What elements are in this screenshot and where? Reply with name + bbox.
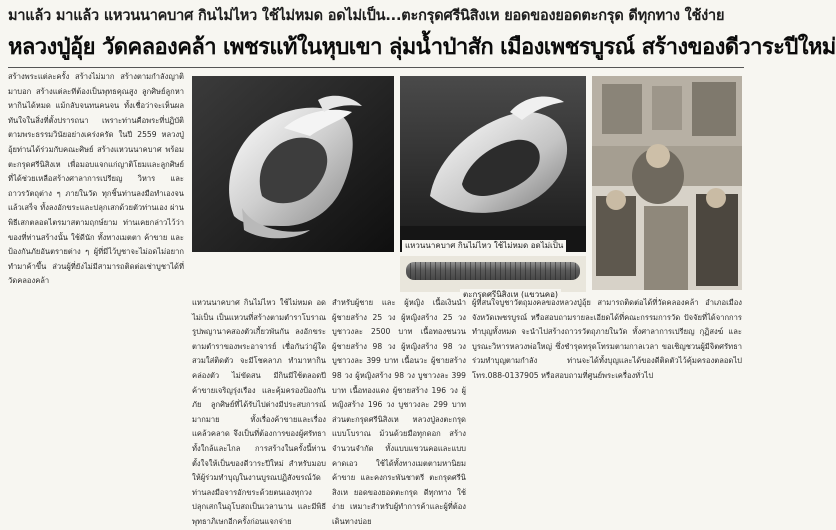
ring-side-image [400,76,586,252]
headline-divider [8,67,744,68]
column-3-text: สำหรับผู้ชาย และ ผู้หญิง เนื้อเงินนำ ผู้ชายสร้าง 25 วง ผู้หญิงสร้าง 25 วง บูชาวงละ 2500 บาท เนื้อทองชนวน ผู้ชายสร้าง 98 วง ผู้หญิงสร้าง 98 วง บูชาวงละ 399 บาท เนื้อนวะ ผู้ชายสร้าง 98 วง ผู้หญิงสร้าง 98 วง บูชาวงละ 399 บาท เนื้อทองแดง ผู้ชายสร้าง 196 วง ผู้หญิงสร้าง 196 วง บูชาวงละ 299 บาท ส่วนตะกรุดศรีนิสิงเห หลวงปู่ลงตะกรุดแบบโบราณ ม้วนด้วยมือทุกดอก สร้างจำนวนจำกัด ทั้งแบบแขวนคอและแบบคาดเอว ใช้ได้ทั้งทางเมตตามหานิยม ค้าขาย และคงกระพันชาตรี ตะกรุดศรีนิสิงเห ยอดของยอดตะกรุด ดีทุกทาง ใช้ง่าย เหมาะสำหรับผู้ทำการค้าและผู้ที่ต้องเดินทางบ่อย [332,298,466,526]
column-2-text: แหวนนาคบาศ กินไม่ไหว ใช้ไม่หมด อดไม่เป็น เป็นแหวนที่สร้างตามตำราโบราณ รูปพญานาคสองตัวเกี้ยวพันกัน ลงอักขระตามตำราของพระอาจารย์ เชื่อกันว่าผู้ใดสวมใส่ติดตัว จะมีโชคลาภ ทำมาหากินคล่องตัว ไม่ขัดสน มีกินมีใช้ตลอดปี ค้าขายเจริญรุ่งเรือง และคุ้มครองป้องกันภัย ลูกศิษย์ที่ได้รับไปต่างมีประสบการณ์มากมาย ทั้งเรื่องค้าขายและเรื่องแคล้วคลาด จึงเป็นที่ต้องการของผู้ศรัทธาทั้งใกล้และไกล การสร้างในครั้งนี้ท่านตั้งใจให้เป็นของดีวาระปีใหม่ สำหรับมอบให้ผู้ร่วมทำบุญในงานบูรณปฏิสังขรณ์วัด ท่านลงมือจารอักขระด้วยตนเองทุกวง ปลุกเสกในอุโบสถเป็นเวลานาน และมีพิธีพุทธาภิเษกอีกครั้งก่อนแจกจ่าย [192,298,326,526]
ring-photo [192,76,394,252]
takrud-photo-caption: ตะกรุดศรีนิสิงเห (แขวนคอ) [460,289,561,301]
ring-photo-side [400,76,586,252]
article-headline: หลวงปู่อุ้ย วัดคลองคล้า เพชรแท้ในหุบเขา ลุ่มน้ำป่าสัก เมืองเพชรบูรณ์ สร้างของดีวาระปีใหม่ [8,35,836,60]
monk-ceremony-photo [592,76,742,290]
article-column-2 [192,296,326,526]
article-kicker: มาแล้ว มาแล้ว แหวนนาคบาศ กินไม่ไหว ใช้ไม่หมด อดไม่เป็น...ตะกรุดศรีนิสิงเห ยอดของยอดตะกรุด ดีทุกทาง ใช้ง่าย [8,8,725,24]
takrud-photo [400,256,586,292]
monk-ceremony-image [592,76,742,290]
article-column-3 [332,296,466,526]
column-4-text: ผู้ที่สนใจบูชาวัตถุมงคลของหลวงปู่อุ้ย สามารถติดต่อได้ที่วัดคลองคล้า อำเภอเมือง จังหวัดเพชรบูรณ์ หรือสอบถามรายละเอียดได้ที่คณะกรรมการวัด ปัจจัยที่ได้จากการทำบุญทั้งหมด จะนำไปสร้างถาวรวัตถุภายในวัด ทั้งศาลาการเปรียญ กุฏิสงฆ์ และบูรณะวิหารหลวงพ่อใหญ่ ซึ่งชำรุดทรุดโทรมตามกาลเวลา ขอเชิญชวนผู้มีจิตศรัทธาร่วมทำบุญตามกำลัง ท่านจะได้ทั้งบุญและได้ของดีติดตัวไว้คุ้มครองตลอดไป โทร.088-0137905 หรือสอบถามที่ศูนย์พระเครื่องทั่วไป [472,298,742,380]
column-1-text: สร้างพระแต่ละครั้ง สร้างไม่มาก สร้างตามกำลังญาติมาบอก สร้างแต่ละทีต้องเป็นพุทธคุณสูง ลูกศิษย์ลูกหาหากินได้หมด แม้กลับจนทนคนจน ทั้งเชื่อว่าจะเห็นผลทันใจในสิ่งที่ตั้งปรารถนา เพราะท่านคือพระที่ปฏิบัติตามพระธรรมวินัยอย่างเคร่งครัด ในปี 2559 หลวงปู่อุ้ยท่านได้ร่วมกับคณะศิษย์ สร้างแหวนนาคบาศ พร้อมตะกรุดศรีนิสิงเห เพื่อมอบแจกแก่ญาติโยมและลูกศิษย์ ที่ได้ช่วยเหลือสร้างศาลาการเปรียญ วิหาร และถาวรวัตถุต่าง ๆ ภายในวัด ทุกชิ้นท่านลงมือทำเองจนแล้วเสร็จ ทั้งลงอักขระและปลุกเสกด้วยตัวท่านเอง ผ่านพิธีเสกตลอดไตรมาสตามฤกษ์ยาม ท่านเคยกล่าวไว้ว่า ของที่ท่านสร้างนั้น ใช้ดีนัก ทั้งทางเมตตา ค้าขาย และป้องกันภัยอันตรายต่าง ๆ ผู้ที่มีไว้บูชาจะไม่อดไม่อยาก ทำมาค้าขึ้น ส่วนผู้ที่ยังไม่มีสามารถติดต่อเช่าบูชาได้ที่วัดคลองคล้า [8,72,184,286]
article-column-1 [8,70,184,495]
ring-image [192,76,394,252]
ring-photo-caption: แหวนนาคบาศ กินไม่ไหว ใช้ไม่หมด อดไม่เป็น [402,240,566,252]
article-column-4 [472,296,742,495]
takrud-image [400,256,586,292]
